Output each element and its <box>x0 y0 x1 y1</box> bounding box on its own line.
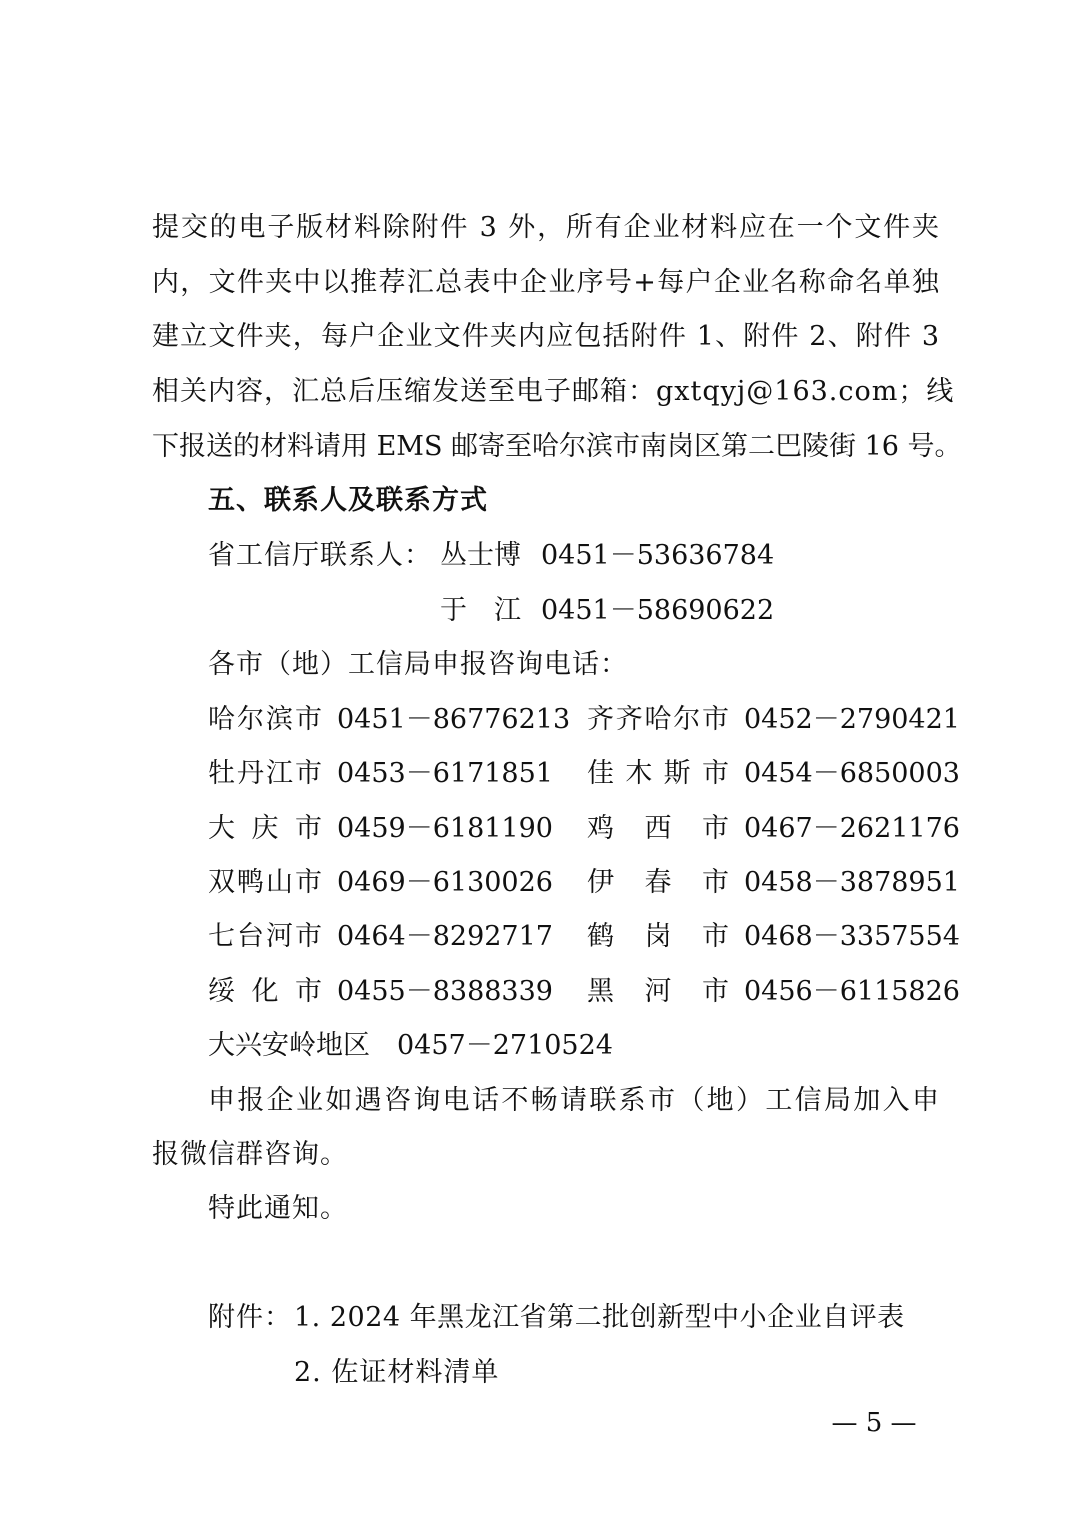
city-name: 大兴安岭地区 <box>208 1030 370 1061</box>
city-phone: 0469－6130026 <box>337 867 553 898</box>
city-name-char: 市 <box>701 758 729 789</box>
city-name-char: 市 <box>295 976 322 1007</box>
city-name-char: 滨 <box>266 704 293 735</box>
provincial-contact-phone: 0451－58690622 <box>541 595 775 626</box>
city-phone: 0454－6850003 <box>744 758 960 789</box>
city-name <box>587 920 729 954</box>
consult-note-line-2: 报微信群咨询。 <box>152 1139 348 1170</box>
paragraph-line-4: 相关内容，汇总后压缩发送至电子邮箱：gxtqyj@163.com；线 <box>152 376 955 407</box>
city-name-char: 尔 <box>673 704 701 735</box>
city-phone: 0464－8292717 <box>337 921 553 952</box>
city-name-char: 哈 <box>644 704 672 735</box>
attachments-label: 附件： <box>208 1302 292 1333</box>
paragraph-line-5: 下报送的材料请用 EMS 邮寄至哈尔滨市南岗区第二巴陵街 16 号。 <box>152 431 962 462</box>
city-name-char: 鸡 <box>587 813 614 844</box>
cities-intro: 各市（地）工信局申报咨询电话： <box>208 649 628 680</box>
paragraph-line-2: 内，文件夹中以推荐汇总表中企业序号+每户企业名称命名单独 <box>152 267 940 298</box>
city-name-char: 庆 <box>251 813 279 844</box>
city-name-char: 山 <box>266 867 293 898</box>
city-name <box>587 866 729 900</box>
city-name-char: 市 <box>295 704 322 735</box>
city-name-char: 台 <box>237 921 264 952</box>
section-heading: 五、联系人及联系方式 <box>208 485 488 516</box>
city-name-char: 市 <box>295 867 322 898</box>
city-phone: 0458－3878951 <box>744 867 960 898</box>
city-name-char: 鹤 <box>587 921 614 952</box>
city-name-char: 牡 <box>208 758 235 789</box>
city-phone: 0457－2710524 <box>397 1030 613 1061</box>
city-name-char: 市 <box>702 704 729 735</box>
city-phone: 0459－6181190 <box>337 813 553 844</box>
city-name-char: 大 <box>208 813 235 844</box>
city-name-char: 齐 <box>587 704 614 735</box>
paragraph-line-1: 提交的电子版材料除附件 3 外，所有企业材料应在一个文件夹 <box>152 212 940 243</box>
provincial-contact-name: 丛士博 <box>440 540 521 571</box>
consult-note-line-1: 申报企业如遇咨询电话不畅请联系市（地）工信局加入申 <box>208 1085 940 1116</box>
city-phone: 0467－2621176 <box>744 813 960 844</box>
city-name <box>587 703 729 737</box>
city-name-char: 双 <box>208 867 235 898</box>
city-name-char: 木 <box>625 758 653 789</box>
city-name-char: 齐 <box>615 704 643 735</box>
city-phone: 0455－8388339 <box>337 976 553 1007</box>
city-name-char: 佳 <box>587 758 614 789</box>
city-name <box>587 975 729 1009</box>
provincial-contact-name: 于 江 <box>440 595 521 626</box>
city-name-char: 西 <box>644 813 672 844</box>
city-name-char: 江 <box>266 758 293 789</box>
city-name-char: 尔 <box>237 704 264 735</box>
city-name-char: 七 <box>208 921 235 952</box>
city-name <box>587 812 729 846</box>
city-name-char: 岗 <box>644 921 672 952</box>
city-name-char: 市 <box>295 813 322 844</box>
city-name <box>208 703 322 737</box>
attachment-item: 1. 2024 年黑龙江省第二批创新型中小企业自评表 <box>294 1302 905 1333</box>
city-name-char: 伊 <box>587 867 614 898</box>
city-name-char: 丹 <box>237 758 264 789</box>
city-phone: 0468－3357554 <box>744 921 960 952</box>
city-name-char: 市 <box>702 921 729 952</box>
city-name-char: 市 <box>702 867 729 898</box>
city-name-char: 河 <box>266 921 293 952</box>
city-name-char: 哈 <box>208 704 235 735</box>
city-name <box>208 757 322 791</box>
city-name <box>208 920 322 954</box>
city-name-char: 黑 <box>587 976 614 1007</box>
attachment-item: 2. 佐证材料清单 <box>294 1357 500 1388</box>
city-name-char: 市 <box>702 813 729 844</box>
page-number: — 5 — <box>831 1408 917 1438</box>
city-name-char: 鸭 <box>237 867 264 898</box>
city-name <box>208 812 322 846</box>
city-phone: 0451－86776213 <box>337 704 571 735</box>
city-phone: 0453－6171851 <box>337 758 553 789</box>
provincial-contact-phone: 0451－53636784 <box>541 540 775 571</box>
city-name-char: 春 <box>644 867 672 898</box>
city-phone: 0456－6115826 <box>744 976 960 1007</box>
city-name-char: 斯 <box>663 758 691 789</box>
city-name <box>587 757 729 791</box>
city-name-char: 市 <box>295 758 322 789</box>
city-name-char: 河 <box>644 976 672 1007</box>
city-name <box>208 975 322 1009</box>
provincial-contact-label: 省工信厅联系人： <box>208 540 432 571</box>
closing-line: 特此通知。 <box>208 1193 348 1224</box>
city-name <box>208 866 322 900</box>
city-phone: 0452－2790421 <box>744 704 960 735</box>
paragraph-line-3: 建立文件夹，每户企业文件夹内应包括附件 1、附件 2、附件 3 <box>152 321 940 352</box>
city-name-char: 市 <box>295 921 322 952</box>
city-name-char: 化 <box>251 976 279 1007</box>
city-name-char: 绥 <box>208 976 235 1007</box>
city-name-char: 市 <box>702 976 729 1007</box>
